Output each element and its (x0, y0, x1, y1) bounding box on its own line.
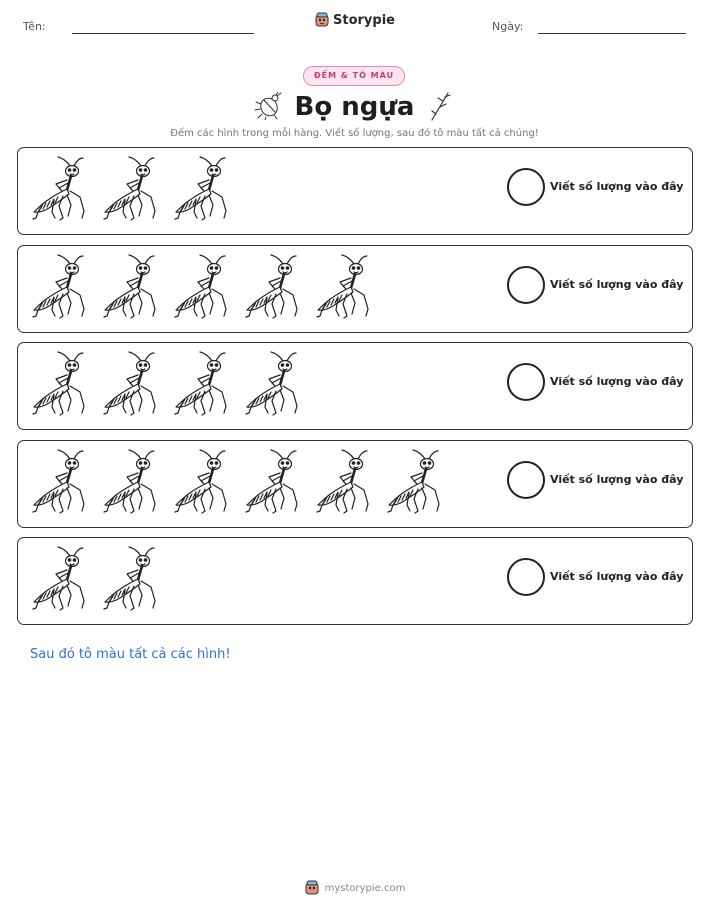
praying-mantis-icon[interactable] (243, 351, 303, 417)
footer (0, 880, 709, 900)
instructions: Đếm các hình trong mỗi hàng. Viết số lượng, sau đó tô màu tất cả chúng! (170, 128, 539, 139)
name-label: Tên: (23, 20, 46, 33)
praying-mantis-icon[interactable] (101, 254, 161, 320)
answer-label: Viết số lượng vào đây (550, 375, 684, 388)
praying-mantis-icon[interactable] (101, 156, 161, 222)
answer-label: Viết số lượng vào đây (550, 180, 684, 193)
date-label: Ngày: (492, 20, 524, 33)
mantis-group (30, 546, 161, 612)
twig-icon (428, 90, 454, 122)
footer-url[interactable]: mystorypie.com (324, 882, 406, 894)
praying-mantis-icon[interactable] (243, 449, 303, 515)
name-line[interactable] (72, 33, 254, 34)
praying-mantis-icon[interactable] (101, 351, 161, 417)
answer-label: Viết số lượng vào đây (550, 570, 684, 583)
storypie-mascot-icon (314, 12, 330, 28)
brand-logo (0, 12, 709, 32)
answer-circle[interactable] (507, 461, 545, 499)
praying-mantis-icon[interactable] (172, 449, 232, 515)
answer-circle[interactable] (507, 363, 545, 401)
color-instruction: Sau đó tô màu tất cả các hình! (30, 647, 231, 662)
praying-mantis-icon[interactable] (30, 449, 90, 515)
praying-mantis-icon[interactable] (243, 254, 303, 320)
category-badge: ĐẾM & TÔ MÀU (303, 66, 405, 86)
praying-mantis-icon[interactable] (30, 156, 90, 222)
answer-circle[interactable] (507, 168, 545, 206)
count-row (17, 537, 693, 625)
praying-mantis-icon[interactable] (314, 449, 374, 515)
count-row (17, 342, 693, 430)
praying-mantis-icon[interactable] (172, 254, 232, 320)
praying-mantis-icon[interactable] (385, 449, 445, 515)
praying-mantis-icon[interactable] (172, 156, 232, 222)
mantis-group (30, 351, 303, 417)
brand-name: Storypie (333, 12, 395, 28)
praying-mantis-icon[interactable] (314, 254, 374, 320)
page-title: Bọ ngựa (294, 92, 415, 122)
praying-mantis-icon[interactable] (172, 351, 232, 417)
date-line[interactable] (538, 33, 686, 34)
answer-circle[interactable] (507, 558, 545, 596)
praying-mantis-icon[interactable] (30, 351, 90, 417)
count-row (17, 147, 693, 235)
answer-circle[interactable] (507, 266, 545, 304)
praying-mantis-icon[interactable] (101, 449, 161, 515)
count-row (17, 245, 693, 333)
mantis-group (30, 254, 374, 320)
praying-mantis-icon[interactable] (30, 254, 90, 320)
praying-mantis-icon[interactable] (30, 546, 90, 612)
mantis-group (30, 156, 232, 222)
storypie-mascot-icon (304, 880, 320, 896)
mantis-group (30, 449, 445, 515)
answer-label: Viết số lượng vào đây (550, 278, 684, 291)
count-row (17, 440, 693, 528)
answer-label: Viết số lượng vào đây (550, 473, 684, 486)
praying-mantis-icon[interactable] (101, 546, 161, 612)
